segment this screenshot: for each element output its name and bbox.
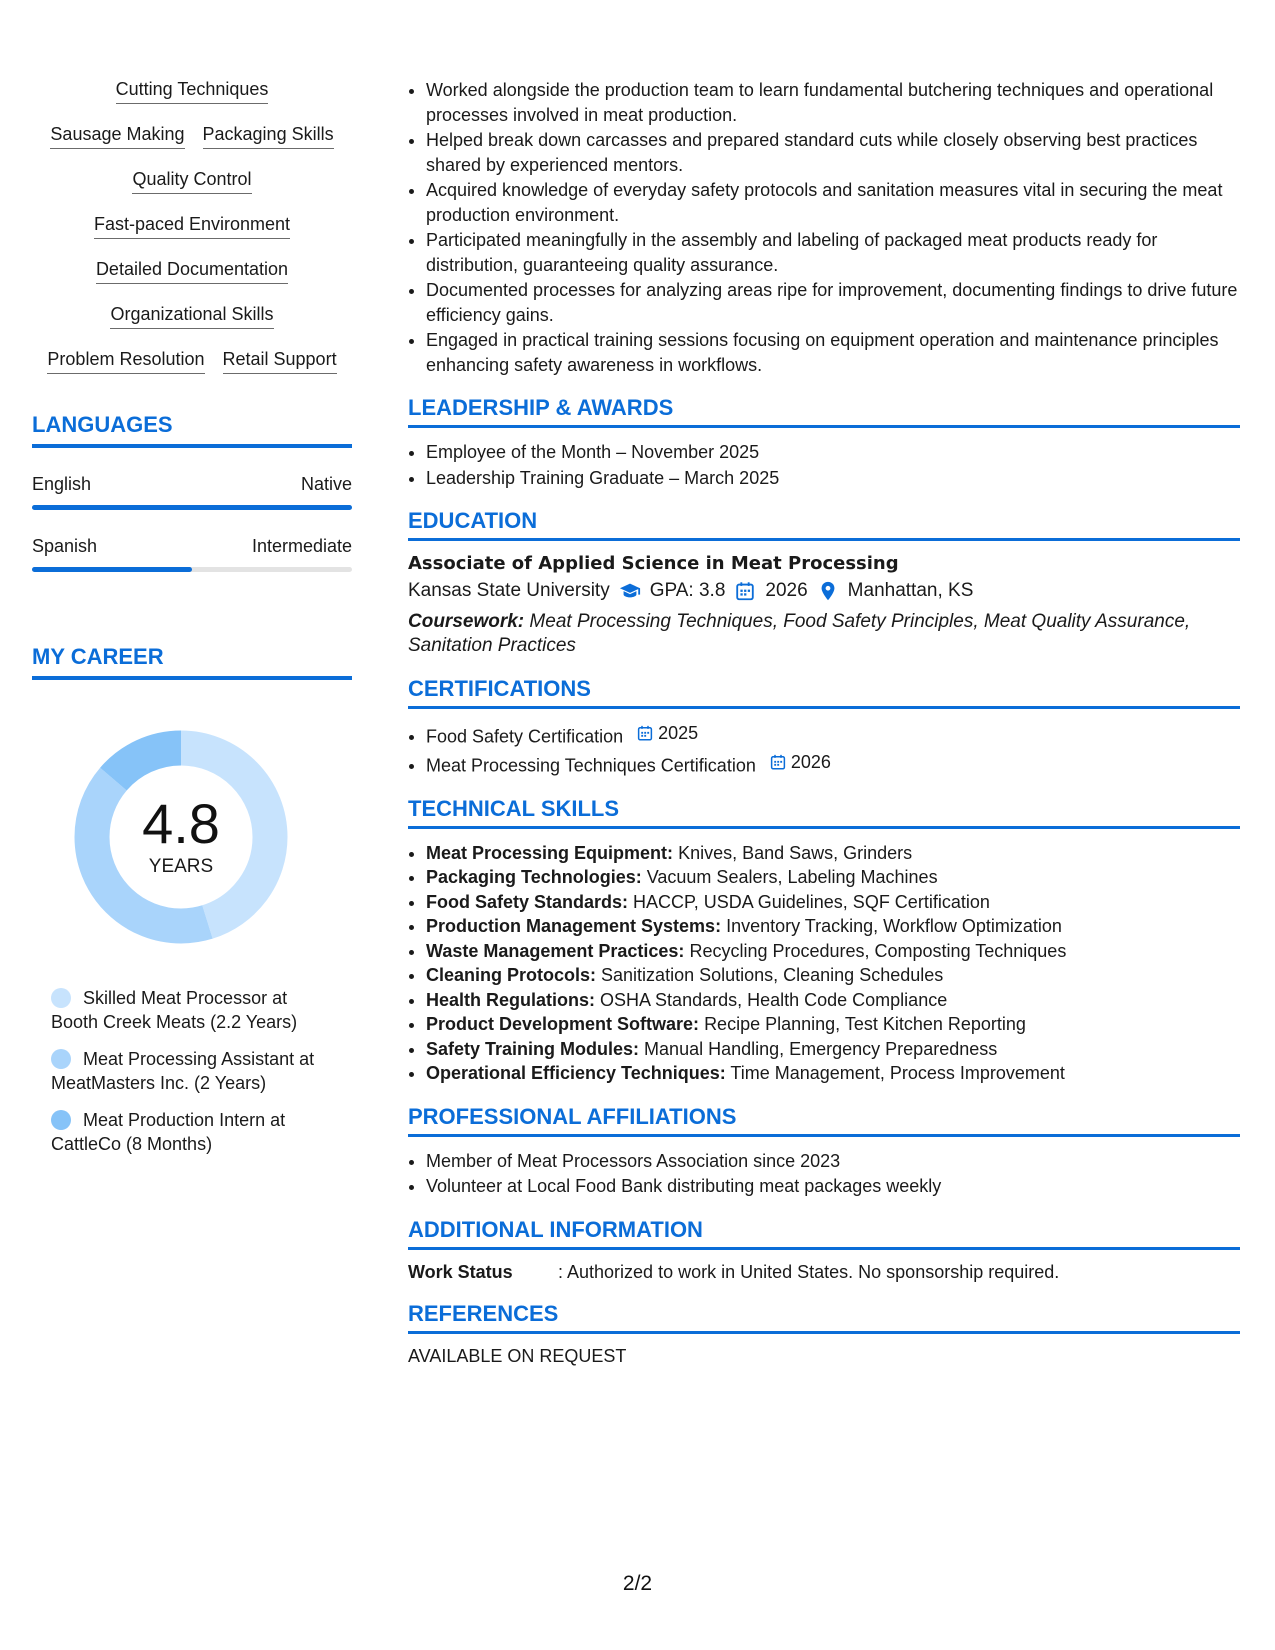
legend-item [51, 1047, 321, 1095]
certification-item [426, 721, 1240, 749]
references-text: AVAILABLE ON REQUEST [408, 1345, 627, 1366]
main-content [408, 78, 1240, 1367]
certifications-list [408, 721, 1240, 778]
career-donut [66, 722, 296, 952]
career-heading: MY CAREER [32, 644, 352, 680]
references-heading: REFERENCES [408, 1301, 1240, 1334]
technical-skill-item [426, 988, 1240, 1013]
technical-skill-label: Product Development Software: [426, 1014, 700, 1034]
technical-skill-item [426, 865, 1240, 890]
location-pin-icon [817, 580, 839, 602]
education-location: Manhattan, KS [847, 580, 974, 601]
legend-dot [51, 1110, 71, 1130]
language-item [32, 536, 352, 572]
experience-bullet: • Worked alongside the production team to learn fundamental butchering techniques and operational processes involved in meat production. [426, 78, 1240, 127]
technical-skill-label: Operational Efficiency Techniques: [426, 1063, 726, 1083]
certification-year: 2025 [658, 723, 699, 743]
technical-skill-label: Production Management Systems: [426, 916, 722, 936]
legend-label: Meat Processing Assistant at MeatMasters Inc. (2 Years) [51, 1049, 315, 1093]
coursework-text: Meat Processing Techniques, Food Safety Principles, Meat Quality Assurance, Sanitation Practices [408, 611, 1191, 656]
technical-skill-item [426, 841, 1240, 866]
sidebar [32, 78, 352, 1169]
graduation-cap-icon [619, 580, 641, 602]
skill-tag: Cutting Techniques [116, 78, 269, 104]
affiliation-item: • Member of Meat Processors Association since 2023 [426, 1149, 1240, 1174]
education-year: 2026 [765, 580, 808, 601]
skill-tag: Detailed Documentation [96, 258, 288, 284]
technical-skill-item [426, 963, 1240, 988]
technical-skill-label: Safety Training Modules: [426, 1038, 640, 1059]
certification-name: Meat Processing Techniques Certification [426, 755, 756, 775]
skill-tag: Problem Resolution [47, 348, 204, 374]
technical-skill-item [426, 1061, 1240, 1086]
calendar-icon [636, 724, 654, 742]
technical-skill-item [426, 939, 1240, 964]
certification-item [426, 750, 1240, 778]
technical-skill-item [426, 1037, 1240, 1062]
experience-bullet: • Acquired knowledge of everyday safety protocols and sanitation measures vital in securing the meat production environment. [426, 178, 1240, 227]
skill-row [32, 258, 352, 284]
language-bar-fill [32, 505, 352, 510]
technical-skill-item [426, 890, 1240, 915]
skill-tag: Sausage Making [50, 123, 184, 149]
language-name: Spanish [32, 536, 98, 556]
work-status-label: Work Status [408, 1261, 513, 1282]
legend-label: Skilled Meat Processor at Booth Creek Meats (2.2 Years) [51, 988, 298, 1032]
experience-bullet: • Engaged in practical training sessions focusing on equipment operation and maintenance principles enhancing safety awareness in workflows. [426, 328, 1240, 377]
award-item: • Employee of the Month – November 2025 [426, 440, 1240, 465]
career-legend [51, 986, 352, 1156]
technical-skill-value: Knives, Band Saws, Grinders [678, 842, 913, 863]
skill-tag: Organizational Skills [110, 303, 273, 329]
language-bar [32, 567, 352, 572]
work-status-value: : Authorized to work in United States. No sponsorship required. [558, 1261, 1060, 1282]
work-status-row [408, 1262, 1240, 1283]
technical-skill-label: Cleaning Protocols: [426, 965, 597, 985]
technical-skill-item [426, 1012, 1240, 1037]
skill-tag: Fast-paced Environment [94, 213, 290, 239]
career-unit: YEARS [148, 856, 214, 877]
technical-skill-value: Manual Handling, Emergency Preparedness [644, 1038, 998, 1059]
technical-skills-heading: TECHNICAL SKILLS [408, 796, 1240, 829]
technical-skill-value: Recipe Planning, Test Kitchen Reporting [704, 1014, 1026, 1034]
education-gpa: GPA: 3.8 [649, 580, 726, 601]
technical-skill-value: HACCP, USDA Guidelines, SQF Certification [633, 891, 990, 912]
skill-row [32, 303, 352, 329]
donut-center [66, 722, 296, 952]
legend-item [51, 1108, 321, 1156]
page-number: 2/2 [622, 1572, 653, 1595]
education-school: Kansas State University [408, 580, 610, 601]
awards-list [408, 440, 1240, 490]
legend-dot [51, 988, 71, 1008]
technical-skill-label: Meat Processing Equipment: [426, 842, 674, 863]
technical-skill-label: Food Safety Standards: [426, 891, 629, 912]
language-level: Native [300, 474, 352, 494]
experience-bullet: • Helped break down carcasses and prepared standard cuts while closely observing best practices shared by experienced mentors. [426, 128, 1240, 177]
awards-heading: LEADERSHIP & AWARDS [408, 395, 1240, 428]
legend-label: Meat Production Intern at CattleCo (8 Months) [51, 1110, 286, 1154]
skill-tag: Packaging Skills [203, 123, 334, 149]
affiliations-heading: PROFESSIONAL AFFILIATIONS [408, 1104, 1240, 1137]
technical-skill-value: Time Management, Process Improvement [730, 1063, 1065, 1083]
affiliation-item: • Volunteer at Local Food Bank distributing meat packages weekly [426, 1174, 1240, 1199]
coursework-label: Coursework: [408, 611, 525, 632]
language-item [32, 474, 352, 510]
education-degree: Associate of Applied Science in Meat Processing [408, 553, 899, 574]
affiliations-list [408, 1149, 1240, 1199]
experience-bullet: • Participated meaningfully in the assembly and labeling of packaged meat products ready for distribution, guaranteeing quality assurance. [426, 228, 1240, 277]
technical-skill-value: Inventory Tracking, Workflow Optimization [726, 916, 1062, 936]
education-coursework [408, 610, 1240, 658]
skills-list [32, 78, 352, 374]
award-item: • Leadership Training Graduate – March 2025 [426, 466, 1240, 491]
experience-bullets [408, 78, 1240, 377]
certification-name: Food Safety Certification [426, 726, 624, 747]
experience-bullet: • Documented processes for analyzing areas ripe for improvement, documenting findings to drive future efficiency gains. [426, 278, 1240, 327]
technical-skill-label: Packaging Technologies: [426, 867, 642, 887]
technical-skill-value: Recycling Procedures, Composting Techniques [689, 940, 1067, 961]
technical-skill-label: Health Regulations: [426, 989, 596, 1010]
skill-row [32, 78, 352, 104]
skill-row [32, 168, 352, 194]
technical-skill-value: Sanitization Solutions, Cleaning Schedules [601, 965, 944, 985]
skill-row [32, 123, 352, 149]
skill-row [32, 348, 352, 374]
education-heading: EDUCATION [408, 508, 1240, 541]
calendar-icon [734, 580, 756, 602]
technical-skills-list [408, 841, 1240, 1086]
technical-skill-value: OSHA Standards, Health Code Compliance [600, 989, 948, 1010]
language-name: English [32, 474, 92, 494]
legend-item [51, 986, 321, 1034]
technical-skill-value: Vacuum Sealers, Labeling Machines [646, 867, 938, 887]
additional-info-heading: ADDITIONAL INFORMATION [408, 1217, 1240, 1250]
legend-dot [51, 1049, 71, 1069]
technical-skill-label: Waste Management Practices: [426, 940, 685, 961]
calendar-icon [769, 753, 787, 771]
certifications-heading: CERTIFICATIONS [408, 676, 1240, 709]
education-details [408, 580, 1240, 602]
language-level: Intermediate [251, 536, 352, 556]
language-bar [32, 505, 352, 510]
technical-skill-item [426, 914, 1240, 939]
languages-heading: LANGUAGES [32, 412, 352, 448]
skill-row [32, 213, 352, 239]
language-bar-fill [32, 567, 192, 572]
certification-year: 2026 [790, 751, 831, 772]
skill-tag: Quality Control [132, 168, 251, 194]
skill-tag: Retail Support [223, 348, 337, 374]
career-total: 4.8 [142, 792, 220, 855]
